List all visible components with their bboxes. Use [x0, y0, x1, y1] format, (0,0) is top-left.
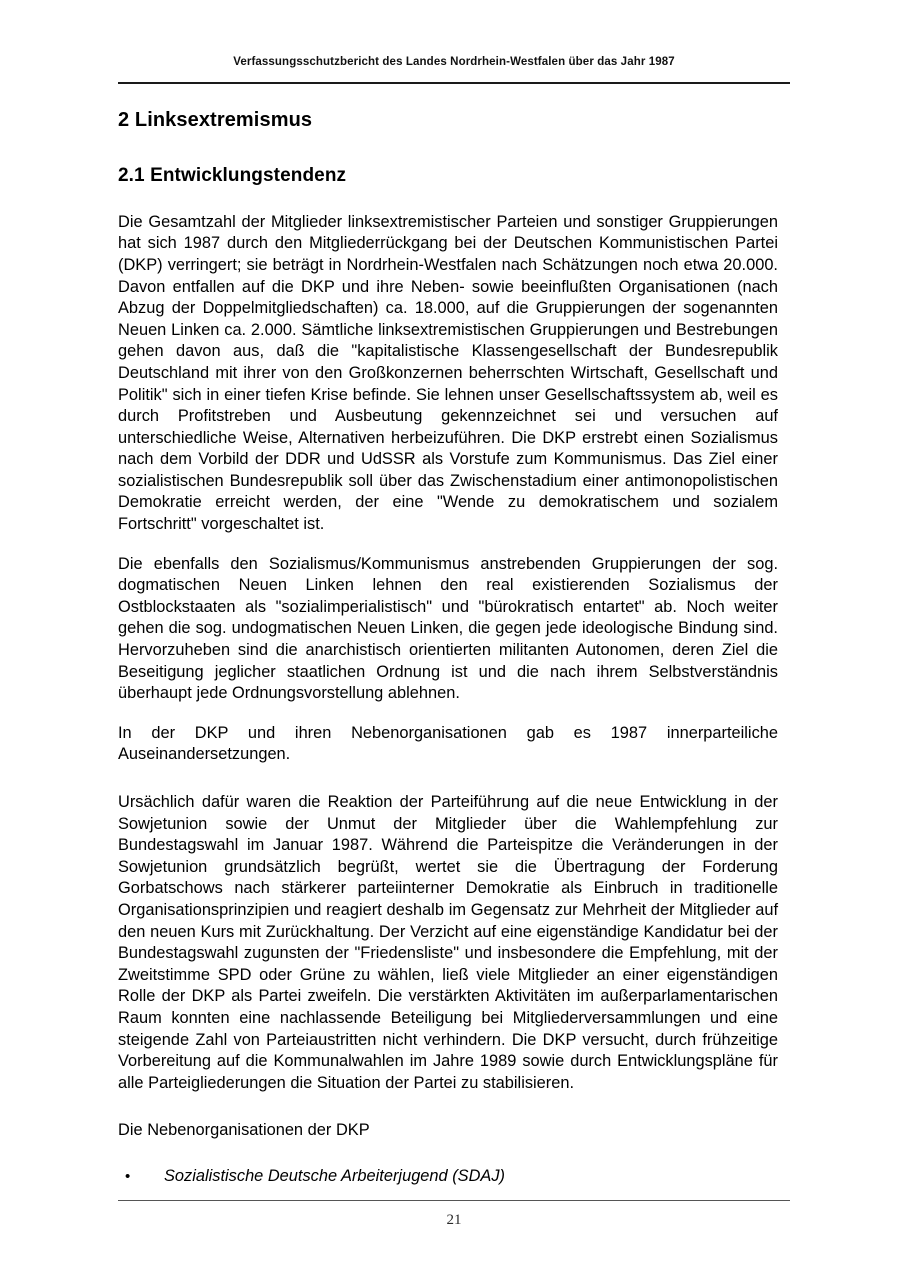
list-item-label: Sozialistische Deutsche Arbeiterjugend (SDAJ) — [164, 1166, 506, 1185]
page-footer — [118, 1200, 790, 1229]
section-heading: 2.1 Entwicklungstendenz — [118, 165, 347, 186]
bullet-icon: • — [125, 1167, 131, 1185]
paragraph-2: Die ebenfalls den Sozialismus/Kommunismus anstrebenden Gruppierungen der sog. dogmatischen Neuen Linken lehnen den real existierenden Sozialismus der Ostblockstaaten als "sozialimperialistisch" und "bürokratisch entartet" ab. Noch weiter gehen die sog. undogmatischen Neuen Linken, die gegen jede ideologische Bindung sind. Hervorzuheben sind die anarchistisch orientierten militanten Autonomen, deren Ziel die Beseitigung jeglicher staatlichen Ordnung ist und die nach ihrem Selbstverständnis überhaupt jede Ordnungsvorstellung ablehnen. — [118, 554, 778, 703]
page-number: 21 — [446, 1212, 462, 1228]
header-divider-rule — [118, 82, 790, 84]
list-item — [118, 1166, 778, 1188]
running-head-title: Verfassungsschutzbericht des Landes Nordrhein-Westfalen über das Jahr 1987 — [233, 56, 675, 68]
chapter-heading: 2 Linksextremismus — [118, 109, 313, 131]
paragraph-5: Die Nebenorganisationen der DKP — [118, 1121, 370, 1140]
paragraph-4: Ursächlich dafür waren die Reaktion der Parteiführung auf die neue Entwicklung in der Sowjetunion sowie der Unmut der Mitglieder über die Wahlempfehlung zur Bundestagswahl im Januar 1987. Während die Parteispitze die Veränderungen in der Sowjetunion grundsätzlich begrüßt, wertet sie die Übertragung der Forderung Gorbatschows nach stärkerer parteiinterner Demokratie als Einbruch in traditionelle Organisationsprinzipien und reagiert deshalb im Gegensatz zur Mehrheit der Mitglieder auf den neuen Kurs mit Zurückhaltung. Der Verzicht auf eine eigenständige Kandidatur bei der Bundestagswahl zugunsten der "Friedensliste" und insbesondere die Empfehlung, mit der Zweitstimme SPD oder Grüne zu wählen, ließ viele Mitglieder an einer eigenständigen Rolle der DKP als Partei zweifeln. Die verstärkten Aktivitäten im außerparlamentarischen Raum konnten eine nachlassende Beteiligung bei Mitgliederversammlungen und eine steigende Zahl von Parteiaustritten nicht verhindern. Die DKP versucht, durch frühzeitige Vorbereitung auf die Kommunalwahlen im Jahre 1989 sowie durch Entwicklungspläne für alle Parteigliederungen die Situation der Partei zu stabilisieren. — [118, 793, 778, 1092]
paragraph-1: Die Gesamtzahl der Mitglieder linksextremistischer Parteien und sonstiger Gruppierungen hat sich 1987 durch den Mitgliederrückgang bei der Deutschen Kommunistischen Partei (DKP) verringert; sie beträgt in Nordrhein-Westfalen nach Schätzungen noch etwa 20.000. Davon entfallen auf die DKP und ihre Neben- sowie beeinflußten Organisationen (nach Abzug der Doppelmitgliedschaften) ca. 18.000, auf die Gruppierungen der sogenannten Neuen Linken ca. 2.000. Sämtliche linksextremistischen Gruppierungen und Bestrebungen gehen davon aus, daß die "kapitalistische Klassengesellschaft der Bundesrepublik Deutschland mit ihrer von den Großkonzernen beherrschten Wirtschaft, Gesellschaft und Politik" sich in einer tiefen Krise befinde. Sie lehnen unser Gesellschaftssystem ab, weil es durch Profitstreben und Ausbeutung gekennzeichnet sei und versuchen auf unterschiedliche Weise, Alternativen herbeizuführen. Die DKP erstrebt einen Sozialismus nach dem Vorbild der DDR und UdSSR als Vorstufe zum Kommunismus. Das Ziel einer sozialistischen Bundesrepublik soll über das Zwischenstadium einer antimonopolistischen Demokratie erreicht werden, der eine "Wende zu demokratischem und sozialem Fortschritt" vorgeschaltet ist. — [118, 212, 778, 534]
organisation-list — [118, 1166, 778, 1188]
page-header — [118, 56, 790, 84]
paragraph-3: In der DKP und ihren Nebenorganisationen gab es 1987 innerparteiliche Auseinandersetzungen. — [118, 723, 778, 764]
page-content — [118, 108, 778, 1188]
footer-divider-rule — [118, 1200, 790, 1201]
